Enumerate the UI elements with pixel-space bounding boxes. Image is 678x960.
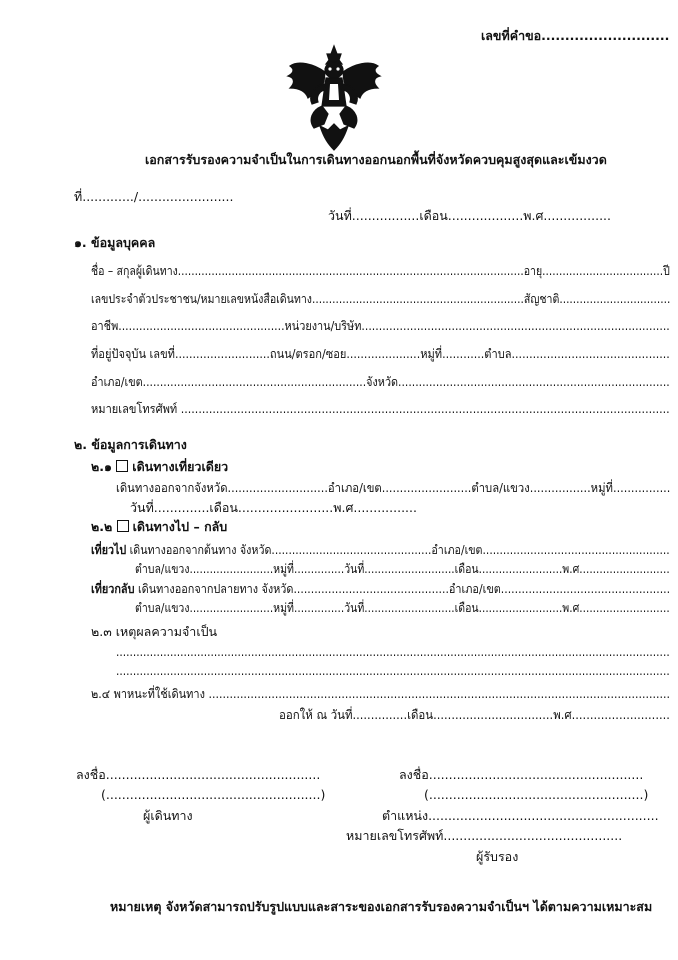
occupation-company-field: อาชีพ................................................หน่วยงาน/บริษัท......................................................................................... [91,318,670,333]
address-field: ที่อยู่ปัจจุบัน เลขที่...........................ถนน/ตรอก/ซอย.....................หมู่ที่............ตำบล............................................. [91,346,670,361]
outbound-label: เที่ยวไป [91,542,127,557]
id-nationality-field: เลขประจำตัวประชาชน/หมายเลขหนังสือเดินทาง...............................................................สัญชาติ................................. [91,291,671,306]
return-label: เที่ยวกลับ [91,581,135,596]
section1-heading: ๑. ข้อมูลบุคคล [74,235,156,250]
request-number: เลขที่คำขอ........................... [481,28,670,43]
certifier-phone-line: หมายเลขโทรศัพท์............................................. [346,828,623,843]
section2-2-number: ๒.๒ [91,519,113,534]
reason-line-1: .................................................................................................................................................................... [116,644,670,659]
name-age-field: ชื่อ – สกุลผู้เดินทาง.......................................................................................................อายุ....................................ปี [91,263,670,278]
outbound-origin-field [91,544,670,557]
one-way-label: เดินทางเที่ยวเดียว [132,459,229,474]
one-way-checkbox[interactable] [116,460,128,472]
certifier-role-label: ผู้รับรอง [476,849,519,864]
phone-field: หมายเลขโทรศัพท์ ........................................................................................................................................... [91,401,670,416]
traveler-role-label: ผู้เดินทาง [143,808,193,823]
footer-note: หมายเหตุ จังหวัดสามารถปรับรูปแบบและสาระของเอกสารรับรองความจำเป็นฯ ได้ตามความเหมาะสม [110,899,653,914]
round-trip-option [91,520,227,534]
round-trip-label: เดินทางไป – กลับ [132,519,228,534]
vehicle-field: ๒.๔ พาหนะที่ใช้เดินทาง .................................................................................................................................... [91,686,670,701]
outbound-origin-text: เดินทางออกจากต้นทาง จังหวัด...............................................อำเภอ/เขต....................................................... [129,542,670,557]
return-origin-text: เดินทางออกจากปลายทาง จังหวัด.............................................อำเภอ/เขต................................................. [137,581,671,596]
section2-heading: ๒. ข้อมูลการเดินทาง [74,437,187,452]
certifier-position-line: ตำแหน่ง.......................................................... [382,808,659,823]
one-way-option [91,460,228,474]
outbound-date-field: ตำบล/แขวง.........................หมู่ที่...............วันที่...........................เดือน.........................พ.ศ........................... [135,561,670,576]
certifier-name-line: (......................................................) [424,787,649,802]
traveler-name-line: (......................................................) [101,787,326,802]
round-trip-checkbox[interactable] [117,520,129,532]
one-way-origin-field: เดินทางออกจากจังหวัด............................อำเภอ/เขต.........................ตำบล/แขวง.................หมู่ที่................ [116,480,671,495]
return-date-field: ตำบล/แขวง.........................หมู่ที่...............วันที่...........................เดือน.........................พ.ศ........................... [135,600,670,615]
reason-label: ๒.๓ เหตุผลความจำเป็น [91,624,218,639]
reason-line-2: .................................................................................................................................................................... [116,663,670,678]
return-origin-field [91,583,670,596]
section2-1-number: ๒.๑ [91,459,112,474]
issued-date-field: ออกให้ ณ วันที่...............เดือน.................................พ.ศ........................... [279,707,670,722]
one-way-date-field: วันที่..............เดือน........................พ.ศ................ [130,500,417,515]
date-field: วันที่.................เดือน...................พ.ศ................. [328,208,611,223]
document-title: เอกสารรับรองความจำเป็นในการเดินทางออกนอกพื้นที่จังหวัดควบคุมสูงสุดและเข้มงวด [145,152,607,167]
garuda-emblem-icon [284,44,384,152]
certifier-signature-line: ลงชื่อ...................................................... [399,767,644,782]
district-province-field: อำเภอ/เขต.................................................................จังหวัด............................................................................... [91,374,670,389]
document-number-field: ที่............./........................ [74,189,234,204]
traveler-signature-line: ลงชื่อ...................................................... [76,767,321,782]
